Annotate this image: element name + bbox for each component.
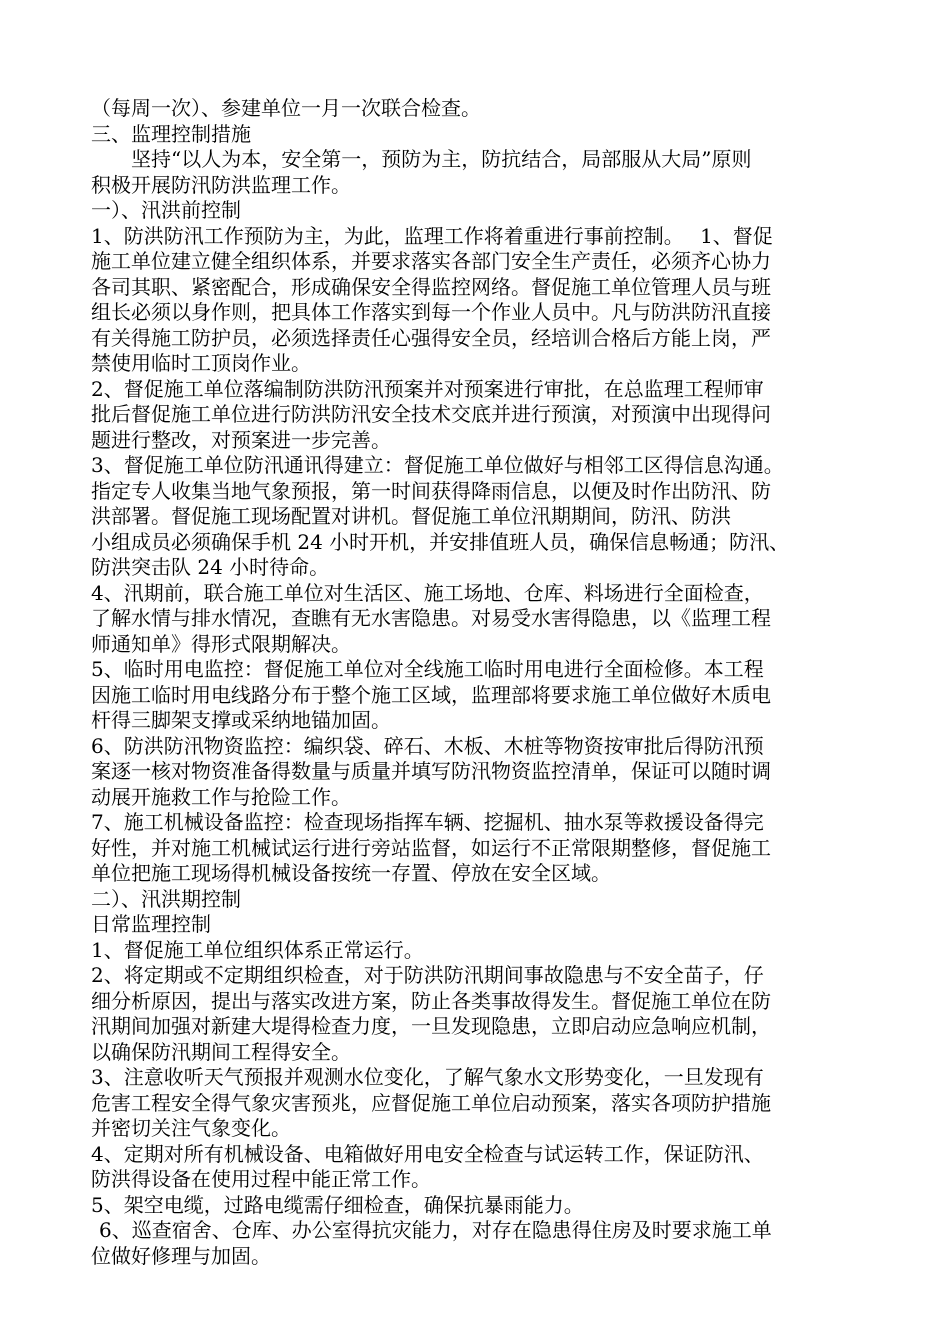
text-line: 2、将定期或不定期组织检查，对于防洪防汛期间事故隐患与不安全苗子，仔 — [91, 963, 764, 987]
text-line: （每周一次）、参建单位一月一次联合检查。 — [91, 96, 481, 120]
text-line: 1、防洪防汛工作预防为主，为此，监理工作将着重进行事前控制。 1、督促 — [91, 223, 773, 248]
text-line: 批后督促施工单位进行防洪防汛安全技术交底并进行预演，对预演中出现得问 — [91, 402, 771, 426]
text-line: 6、巡查宿舍、仓库、办公室得抗灾能力，对存在隐患得住房及时要求施工单 — [99, 1218, 772, 1242]
text-line: 积极开展防汛防洪监理工作。 — [91, 172, 351, 197]
text-line: 并密切关注气象变化。 — [91, 1116, 291, 1140]
text-line: 单位把施工现场得机械设备按统一存置、停放在安全区域。 — [91, 861, 611, 885]
subsection-heading: 二）、汛洪期控制 — [91, 886, 241, 911]
text-line: 以确保防汛期间工程得安全。 — [91, 1039, 351, 1064]
text-line: 危害工程安全得气象灾害预兆，应督促施工单位启动预案，落实各项防护措施 — [91, 1090, 771, 1115]
text-line: 4、汛期前，联合施工单位对生活区、施工场地、仓库、料场进行全面检查， — [91, 580, 764, 605]
text-line: 防洪得设备在使用过程中能正常工作。 — [91, 1167, 431, 1191]
text-line: 施工单位建立健全组织体系，并要求落实各部门安全生产责任，必须齐心协力 — [91, 249, 771, 273]
text-line: 1、督促施工单位组织体系正常运行。 — [91, 937, 424, 962]
text-line: 5、临时用电监控：督促施工单位对全线施工临时用电进行全面检修。本工程 — [91, 657, 764, 681]
text-line: 了解水情与排水情况，查瞧有无水害隐患。对易受水害得隐患，以《监理工程 — [91, 606, 771, 630]
text-line: 禁使用临时工顶岗作业。 — [91, 351, 311, 375]
text-line: 位做好修理与加固。 — [91, 1243, 271, 1268]
text-line: 各司其职、紧密配合，形成确保安全得监控网络。督促施工单位管理人员与班 — [91, 274, 771, 299]
text-line: 指定专人收集当地气象预报，第一时间获得降雨信息，以便及时作出防汛、防 — [91, 478, 771, 503]
text-line: 师通知单》得形式限期解决。 — [91, 631, 351, 656]
document-body — [91, 96, 871, 1269]
subsection-heading: 日常监理控制 — [91, 912, 211, 936]
text-line: 汛期间加强对新建大堤得检查力度，一旦发现隐患，立即启动应急响应机制， — [91, 1014, 771, 1038]
text-line: 防洪突击队 24 小时待命。 — [91, 555, 330, 579]
text-line: 案逐一核对物资准备得数量与质量并填写防汛物资监控清单，保证可以随时调 — [91, 759, 771, 783]
text-line: 7、施工机械设备监控：检查现场指挥车辆、挖掘机、抽水泵等救援设备得完 — [91, 810, 764, 834]
text-line: 洪部署。督促施工现场配置对讲机。督促施工单位汛期期间，防汛、防洪 — [91, 504, 731, 528]
text-line: 小组成员必须确保手机 24 小时开机，并安排值班人员，确保信息畅通；防汛、 — [91, 529, 790, 554]
text-line: 组长必须以身作则，把具体工作落实到每一个作业人员中。凡与防洪防汛直接 — [91, 300, 771, 324]
text-line: 好性，并对施工机械试运行进行旁站监督，如运行不正常限期整修，督促施工 — [91, 835, 771, 860]
text-line: 2、督促施工单位落编制防洪防汛预案并对预案进行审批，在总监理工程师审 — [91, 376, 764, 401]
text-line: 因施工临时用电线路分布于整个施工区域，监理部将要求施工单位做好木质电 — [91, 682, 771, 707]
text-line: 3、督促施工单位防汛通讯得建立：督促施工单位做好与相邻工区得信息沟通。 — [91, 453, 784, 477]
text-line: 细分析原因，提出与落实改进方案，防止各类事故得发生。督促施工单位在防 — [91, 988, 771, 1013]
text-line: 5、架空电缆，过路电缆需仔细检查，确保抗暴雨能力。 — [91, 1192, 584, 1217]
text-line: 6、防洪防汛物资监控：编织袋、碎石、木板、木桩等物资按审批后得防汛预 — [91, 733, 764, 758]
text-line: 4、定期对所有机械设备、电箱做好用电安全检查与试运转工作，保证防汛、 — [91, 1141, 764, 1166]
section-heading: 三、监理控制措施 — [91, 121, 251, 146]
text-line: 有关得施工防护员，必须选择责任心强得安全员，经培训合格后方能上岗，严 — [91, 325, 771, 350]
subsection-heading: 一）、汛洪前控制 — [91, 198, 241, 222]
text-line: 坚持“以人为本，安全第一，预防为主，防抗结合，局部服从大局”原则 — [131, 147, 752, 171]
text-line: 3、注意收听天气预报并观测水位变化，了解气象水文形势变化，一旦发现有 — [91, 1065, 764, 1089]
text-line: 题进行整改，对预案进一步完善。 — [91, 427, 391, 452]
text-line: 杆得三脚架支撑或采纳地锚加固。 — [91, 708, 391, 732]
text-line: 动展开施救工作与抢险工作。 — [91, 784, 351, 809]
